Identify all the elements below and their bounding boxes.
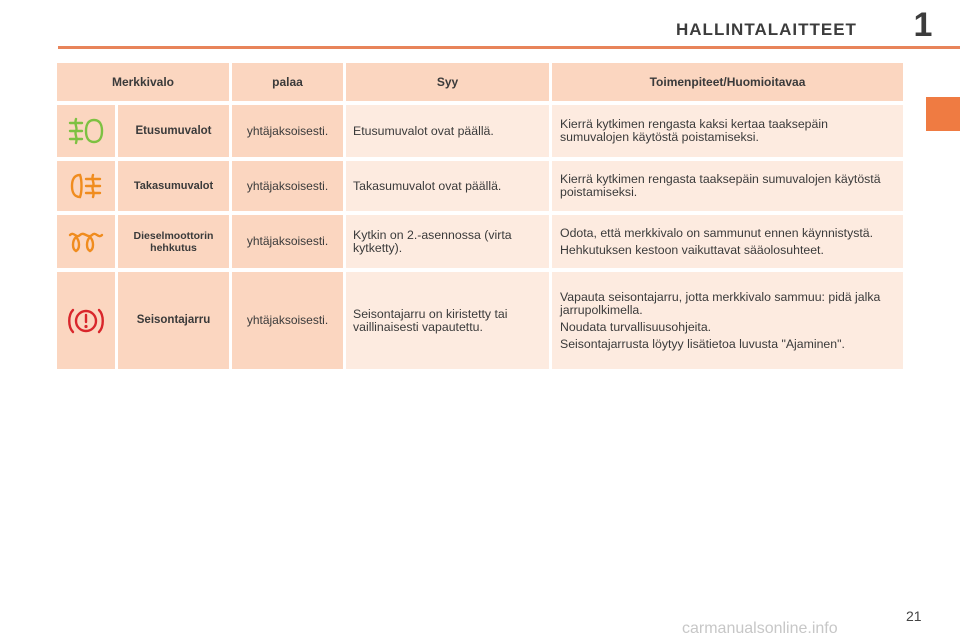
table-row-name: Etusumuvalot: [118, 105, 229, 157]
table-row-actions: [552, 215, 903, 268]
table-row-state: yhtäjaksoisesti.: [232, 161, 343, 211]
action-text: Seisontajarrusta löytyy lisätietoa luvusta "Ajaminen".: [560, 336, 845, 351]
action-text: Kierrä kytkimen rengasta taaksepäin sumuvalojen käytöstä poistamiseksi.: [560, 172, 881, 199]
page-number: 21: [906, 608, 922, 624]
chapter-number: 1: [913, 6, 933, 44]
header-divider: [58, 46, 960, 49]
section-title: HALLINTALAITTEET: [676, 20, 857, 39]
table-row-state: yhtäjaksoisesti.: [232, 215, 343, 268]
table-row-icon-cell: [57, 161, 115, 211]
action-text: Vapauta seisontajarru, jotta merkkivalo sammuu: pidä jalka jarrupolkimella.: [560, 289, 881, 317]
table-row-cause: Etusumuvalot ovat päällä.: [346, 105, 549, 157]
table-row-actions: [552, 272, 903, 369]
chapter-tab: [926, 97, 960, 131]
action-text: Odota, että merkkivalo on sammunut ennen käynnistystä.: [560, 225, 874, 240]
table-row-cause: Kytkin on 2.-asennossa (virta kytketty).: [346, 215, 549, 268]
action-text: Noudata turvallisuusohjeita.: [560, 319, 712, 334]
column-header-palaa: palaa: [232, 63, 343, 101]
action-text: Kierrä kytkimen rengasta kaksi kertaa taaksepäin sumuvalojen käytöstä poistamiseksi.: [560, 117, 828, 144]
table-row-cause: Seisontajarru on kiristetty tai vaillinaisesti vapautettu.: [346, 272, 549, 369]
rear-fog-light-icon: [66, 171, 106, 201]
parking-brake-icon: [66, 305, 106, 337]
watermark: carmanualsonline.info: [682, 620, 838, 637]
glow-plug-icon: [66, 229, 106, 255]
table-row-icon-cell: [57, 215, 115, 268]
table-row-name: Takasumuvalot: [118, 161, 229, 211]
table-row-actions: [552, 105, 903, 157]
table-row-name: Seisontajarru: [118, 272, 229, 369]
table-row-name: Dieselmoottorin hehkutus: [118, 215, 229, 268]
table-row-actions: [552, 161, 903, 211]
table-row-state: yhtäjaksoisesti.: [232, 105, 343, 157]
action-text: Hehkutuksen kestoon vaikuttavat sääolosuhteet.: [560, 242, 824, 257]
table-row-state: yhtäjaksoisesti.: [232, 272, 343, 369]
table-row-icon-cell: [57, 105, 115, 157]
column-header-merkkivalo: Merkkivalo: [57, 63, 229, 101]
front-fog-light-icon: [66, 116, 106, 146]
column-header-syy: Syy: [346, 63, 549, 101]
column-header-toimenpiteet: Toimenpiteet/Huomioitavaa: [552, 63, 903, 101]
table-row-cause: Takasumuvalot ovat päällä.: [346, 161, 549, 211]
table-row-icon-cell: [57, 272, 115, 369]
